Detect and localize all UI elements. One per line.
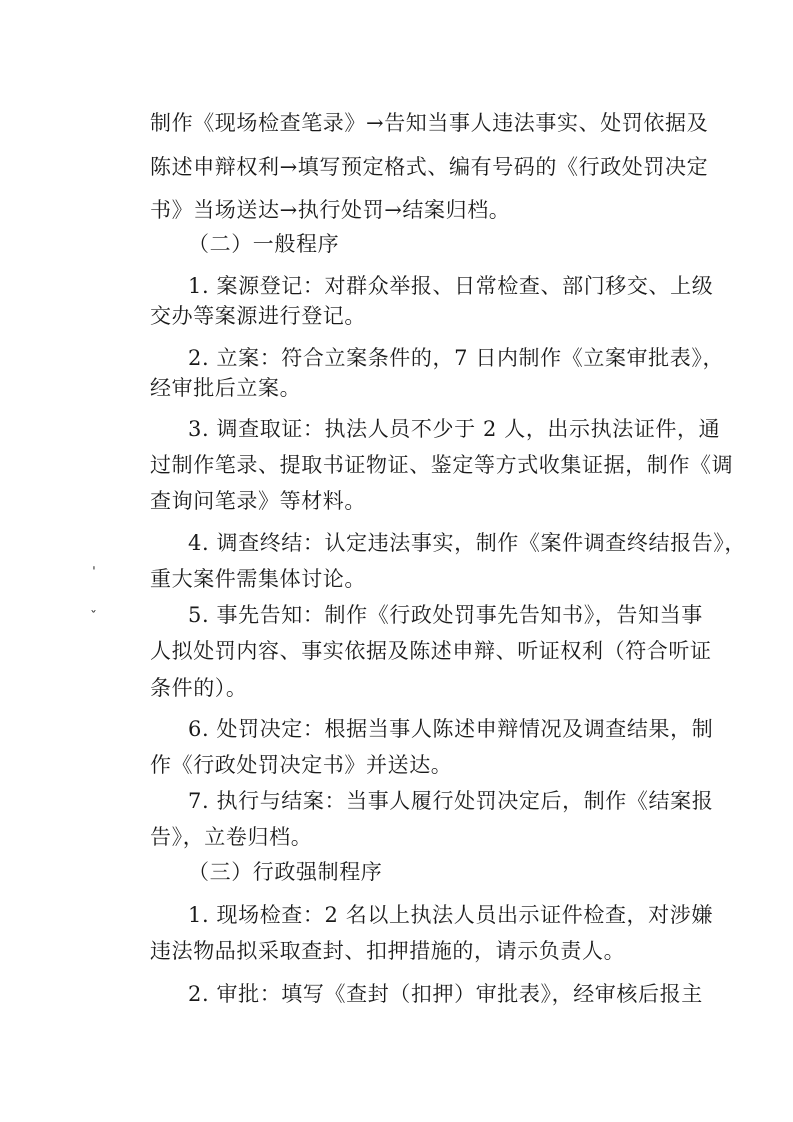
- text-line: 2. 审批：填写《查封（扣押）审批表》，经审核后报主: [188, 982, 703, 1006]
- text-line: 1. 现场检查：2 名以上执法人员出示证件检查，对涉嫌: [188, 903, 713, 927]
- text-line: 2. 立案：符合立案条件的，7 日内制作《立案审批表》，: [188, 346, 725, 370]
- text-line: 作《行政处罚决定书》并送达。: [150, 753, 453, 777]
- text-line: 书》当场送达→执行处罚→结案归档。: [150, 198, 511, 222]
- scan-mark: ˈ: [92, 565, 96, 581]
- text-line: 告》，立卷归档。: [150, 825, 313, 849]
- text-line: 6. 处罚决定：根据当事人陈述申辩情况及调查结果，制: [188, 717, 714, 741]
- scan-mark: ˇ: [90, 609, 97, 625]
- text-line: 3. 调查取证：执法人员不少于 2 人，出示执法证件，通: [188, 417, 721, 441]
- text-line: 违法物品拟采取查封、扣押措施的，请示负责人。: [150, 939, 626, 963]
- text-line: 查询问笔录》等材料。: [150, 489, 366, 513]
- text-line: 人拟处罚内容、事实依据及陈述申辩、听证权利（符合听证: [150, 639, 712, 663]
- text-line: 条件的）。: [150, 676, 248, 700]
- section-heading: （二）一般程序: [188, 232, 340, 256]
- text-line: 交办等案源进行登记。: [150, 304, 366, 328]
- text-line: 经审批后立案。: [150, 376, 302, 400]
- text-line: 1. 案源登记：对群众举报、日常检查、部门移交、上级: [188, 274, 714, 298]
- text-line: 过制作笔录、提取书证物证、鉴定等方式收集证据，制作《调: [150, 453, 734, 477]
- text-line: 5. 事先告知：制作《行政处罚事先告知书》，告知当事: [188, 603, 703, 627]
- text-line: 制作《现场检查笔录》→告知当事人违法事实、处罚依据及: [150, 111, 709, 135]
- text-line: 4. 调查终结：认定违法事实，制作《案件调查终结报告》，: [188, 531, 747, 555]
- text-line: 重大案件需集体讨论。: [150, 567, 366, 591]
- section-heading: （三）行政强制程序: [188, 860, 383, 884]
- text-line: 7. 执行与结案：当事人履行处罚决定后，制作《结案报: [188, 789, 714, 813]
- text-line: 陈述申辩权利→填写预定格式、编有号码的《行政处罚决定: [150, 155, 709, 179]
